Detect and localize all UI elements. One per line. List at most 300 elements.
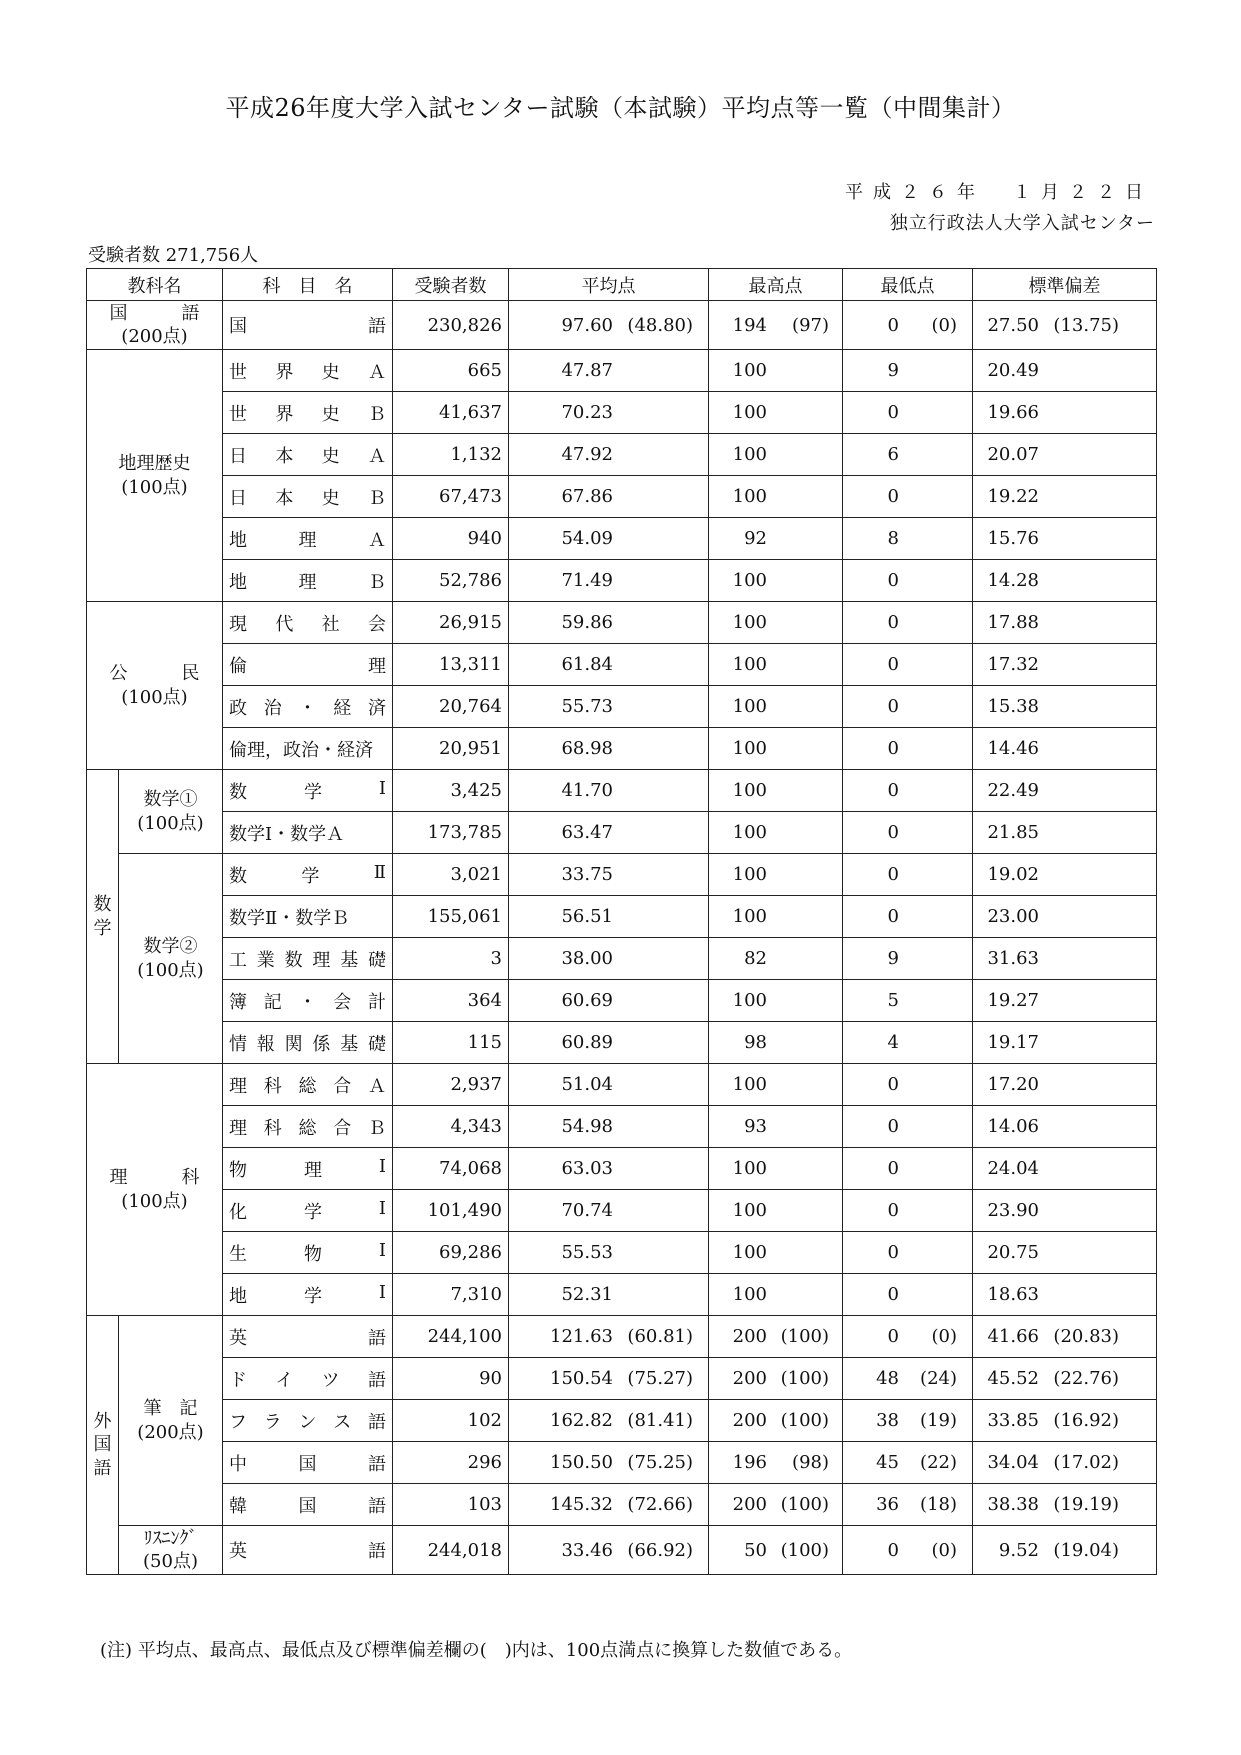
subject-name (223, 1022, 393, 1064)
stddev-cell (973, 728, 1157, 770)
max-cell-converted: (100) (780, 1410, 829, 1431)
max-cell-value: 50 (744, 1539, 767, 1561)
subject-char: Ａ (368, 529, 386, 551)
subject-char: ド (229, 1369, 247, 1391)
stddev-cell-value: 19.66 (987, 402, 1039, 423)
category-rika (87, 1064, 223, 1316)
category-kokugo-line: 国 語 (109, 302, 200, 324)
stddev-cell-value: 41.66 (987, 1326, 1039, 1347)
stddev-cell-value: 17.88 (987, 612, 1039, 633)
max-cell (709, 1316, 843, 1358)
subject-char: 倫理，政治・経済 (229, 739, 373, 761)
stddev-cell-value: 9.52 (998, 1539, 1039, 1561)
stddev-cell (973, 1274, 1157, 1316)
min-cell (843, 1400, 973, 1442)
examinee-count-cell: 102 (393, 1400, 509, 1442)
subject-name-text (229, 946, 386, 972)
min-cell (843, 434, 973, 476)
average-cell-converted: (75.27) (627, 1368, 693, 1389)
stddev-cell (973, 854, 1157, 896)
subject-char: フ (229, 1411, 247, 1433)
average-cell-value: 33.46 (561, 1539, 613, 1561)
average-cell (509, 518, 709, 560)
subject-char: Ⅱ (373, 861, 386, 883)
max-cell (709, 686, 843, 728)
average-cell (509, 350, 709, 392)
subject-char: 科 (263, 1075, 282, 1097)
stddev-cell-value: 27.50 (987, 314, 1039, 336)
subject-name-text (229, 988, 386, 1014)
min-cell (843, 728, 973, 770)
average-cell (509, 686, 709, 728)
stddev-cell (973, 392, 1157, 434)
max-cell (709, 1148, 843, 1190)
subject-name (223, 1358, 393, 1400)
category-suugaku-1-line: 数学① (143, 789, 198, 811)
min-cell-value: 36 (876, 1494, 899, 1515)
subject-char: ラ (263, 1411, 282, 1433)
subject-name (223, 518, 393, 560)
subject-name-text (229, 1030, 386, 1056)
average-cell-value: 162.82 (550, 1410, 613, 1431)
examinee-count-cell: 364 (393, 980, 509, 1022)
subject-char: 数 (284, 949, 303, 971)
subject-name-text (229, 652, 386, 678)
subject-char: 総 (298, 1075, 317, 1097)
max-cell-value: 200 (732, 1326, 767, 1347)
examinee-count-cell: 665 (393, 350, 509, 392)
average-cell-value: 63.47 (561, 822, 613, 843)
subject-name (223, 896, 393, 938)
subject-char: 語 (368, 1495, 386, 1517)
category-suugaku-2 (119, 854, 223, 1064)
table-row (87, 1148, 1157, 1190)
table-row (87, 602, 1157, 644)
subject-char: 物 (229, 1159, 247, 1181)
subject-name (223, 812, 393, 854)
category-gaikokugo-listening (119, 1526, 223, 1575)
average-cell (509, 392, 709, 434)
max-cell-value: 100 (732, 1284, 767, 1305)
table-row (87, 1358, 1157, 1400)
min-cell-value: 0 (887, 822, 899, 843)
table-row (87, 434, 1157, 476)
subject-name-text (229, 484, 386, 510)
subject-name-text (229, 1282, 386, 1308)
stddev-cell-converted: (16.92) (1053, 1410, 1119, 1431)
table-row (87, 392, 1157, 434)
average-cell-value: 150.50 (550, 1452, 613, 1473)
average-cell-value: 51.04 (561, 1074, 613, 1095)
subject-name-text (229, 778, 386, 804)
subject-char: 数学Ⅰ・数学Ａ (229, 823, 345, 845)
average-cell (509, 476, 709, 518)
subject-char: 計 (368, 991, 386, 1013)
category-suugaku-char: 数 (93, 894, 112, 916)
min-cell-value: 0 (887, 612, 899, 633)
subject-char: 界 (275, 361, 294, 383)
examinee-count-cell: 1,132 (393, 434, 509, 476)
stddev-cell-converted: (22.76) (1053, 1368, 1119, 1389)
category-gaikokugo-written-line: 筆 記 (143, 1398, 198, 1420)
subject-name (223, 1148, 393, 1190)
stddev-cell (973, 1106, 1157, 1148)
examinee-count-cell: 3,425 (393, 770, 509, 812)
subject-char: イ (275, 1369, 294, 1391)
subject-name (223, 980, 393, 1022)
min-cell-converted: (19) (920, 1410, 957, 1431)
examinee-count-cell: 155,061 (393, 896, 509, 938)
min-cell (843, 392, 973, 434)
subject-char: 理 (229, 1117, 247, 1139)
subject-char: 関 (284, 1033, 303, 1055)
category-suugaku-char: 学 (93, 917, 112, 939)
average-cell (509, 1064, 709, 1106)
average-cell-value: 54.98 (561, 1116, 613, 1137)
min-cell (843, 602, 973, 644)
average-cell (509, 301, 709, 350)
average-cell-converted: (48.80) (627, 314, 693, 336)
max-cell-converted: (98) (792, 1452, 829, 1473)
stddev-cell (973, 518, 1157, 560)
examinee-count-cell: 3 (393, 938, 509, 980)
examinee-count-cell: 90 (393, 1358, 509, 1400)
average-cell-value: 33.75 (561, 864, 613, 885)
examinee-count-cell: 173,785 (393, 812, 509, 854)
average-cell-value: 150.54 (550, 1368, 613, 1389)
examinee-count-cell: 26,915 (393, 602, 509, 644)
subject-name (223, 1400, 393, 1442)
max-cell (709, 1442, 843, 1484)
table-row (87, 896, 1157, 938)
subject-char: 日 (229, 445, 247, 467)
min-cell (843, 1316, 973, 1358)
max-cell (709, 1400, 843, 1442)
max-cell-value: 200 (732, 1368, 767, 1389)
subject-name-text (229, 400, 386, 426)
subject-char: Ｂ (367, 487, 386, 509)
stddev-cell (973, 938, 1157, 980)
stddev-cell-value: 17.32 (987, 654, 1039, 675)
min-cell-value: 38 (876, 1410, 899, 1431)
average-cell-converted: (60.81) (627, 1326, 693, 1347)
max-cell (709, 434, 843, 476)
average-cell-value: 60.69 (561, 990, 613, 1011)
min-cell-value: 45 (876, 1452, 899, 1473)
max-cell (709, 392, 843, 434)
subject-char: 英 (229, 1327, 247, 1349)
stddev-cell (973, 980, 1157, 1022)
table-row (87, 476, 1157, 518)
subject-char: 理 (229, 1075, 247, 1097)
category-rika-line: (100点) (121, 1190, 188, 1212)
max-cell-converted: (100) (780, 1539, 829, 1561)
category-suugaku-1-line: (100点) (137, 812, 204, 834)
subject-char: 化 (229, 1201, 247, 1223)
subject-char: 報 (256, 1033, 275, 1055)
subject-char: Ｂ (367, 403, 386, 425)
subject-char: 史 (321, 361, 340, 383)
subject-name-text (229, 736, 386, 762)
subject-name (223, 686, 393, 728)
category-gaikokugo-listening-line: (50点) (143, 1551, 198, 1572)
stddev-cell-value: 14.06 (987, 1116, 1039, 1137)
stddev-cell-value: 45.52 (987, 1368, 1039, 1389)
min-cell-value: 0 (887, 1158, 899, 1179)
subject-char: Ｂ (368, 1117, 386, 1139)
average-cell (509, 1148, 709, 1190)
min-cell (843, 518, 973, 560)
subject-char: 現 (229, 613, 247, 635)
min-cell-value: 0 (887, 1284, 899, 1305)
min-cell (843, 1064, 973, 1106)
subject-name (223, 1526, 393, 1575)
category-gaikokugo-listening-line: ﾘｽﾆﾝｸﾞ (143, 1527, 198, 1549)
subject-name (223, 1442, 393, 1484)
min-cell-value: 0 (887, 1200, 899, 1221)
subject-name (223, 602, 393, 644)
subject-name (223, 1274, 393, 1316)
category-suugaku-1 (119, 770, 223, 854)
max-cell-value: 100 (732, 1200, 767, 1221)
stddev-cell (973, 1064, 1157, 1106)
examinee-count-cell: 230,826 (393, 301, 509, 350)
min-cell-value: 9 (887, 948, 899, 969)
subject-char: Ａ (368, 1075, 386, 1097)
max-cell-value: 92 (744, 528, 767, 549)
min-cell-value: 9 (887, 360, 899, 381)
subject-name (223, 770, 393, 812)
stddev-cell-value: 18.63 (987, 1284, 1039, 1305)
subject-name (223, 560, 393, 602)
subject-char: 語 (367, 1369, 386, 1391)
examinee-count-cell: 67,473 (393, 476, 509, 518)
subject-char: 記 (263, 991, 282, 1013)
average-cell (509, 1022, 709, 1064)
category-gaikokugo-written (119, 1316, 223, 1526)
average-cell-value: 145.32 (550, 1494, 613, 1515)
subject-char: 物 (303, 1243, 322, 1265)
subject-char: 簿 (229, 991, 247, 1013)
average-cell (509, 1106, 709, 1148)
subject-name-text (229, 1450, 386, 1476)
average-cell (509, 644, 709, 686)
average-cell (509, 854, 709, 896)
average-cell-value: 60.89 (561, 1032, 613, 1053)
subject-char: 礎 (367, 1033, 386, 1055)
subject-name-text (229, 694, 386, 720)
average-cell (509, 1232, 709, 1274)
stddev-cell-value: 15.38 (987, 696, 1039, 717)
subject-char: 政 (229, 697, 247, 719)
max-cell (709, 1190, 843, 1232)
subject-char: 学 (301, 865, 320, 887)
max-cell-converted: (100) (780, 1368, 829, 1389)
subject-char: 代 (275, 613, 294, 635)
subject-char: ・ (298, 991, 317, 1013)
stddev-cell (973, 770, 1157, 812)
average-cell-value: 47.92 (561, 444, 613, 465)
subject-char: 史 (321, 487, 340, 509)
subject-name (223, 301, 393, 350)
subject-char: 数学Ⅱ・数学Ｂ (229, 907, 350, 929)
category-chireki-line: 地理歴史 (118, 453, 191, 475)
average-cell (509, 812, 709, 854)
examinee-count-cell: 20,951 (393, 728, 509, 770)
average-cell (509, 980, 709, 1022)
max-cell (709, 1358, 843, 1400)
min-cell-converted: (24) (920, 1368, 957, 1389)
subject-char: 地 (229, 529, 247, 551)
stddev-cell-value: 31.63 (987, 948, 1039, 969)
subject-char: 情 (229, 1033, 247, 1055)
max-cell (709, 1274, 843, 1316)
max-cell-value: 100 (732, 822, 767, 843)
min-cell-value: 0 (887, 1116, 899, 1137)
average-cell-value: 47.87 (561, 360, 613, 381)
table-row (87, 1232, 1157, 1274)
max-cell (709, 518, 843, 560)
subject-char: 生 (229, 1243, 247, 1265)
subject-char: Ⅰ (378, 1239, 386, 1261)
subject-name-text (229, 904, 386, 930)
stddev-cell (973, 1400, 1157, 1442)
max-cell-converted: (97) (792, 314, 829, 336)
stddev-cell-value: 38.38 (987, 1494, 1039, 1515)
subject-char: 国 (229, 316, 247, 337)
stddev-cell-converted: (17.02) (1053, 1452, 1119, 1473)
subject-name-text (229, 1537, 386, 1563)
average-cell-value: 68.98 (561, 738, 613, 759)
subject-name-text (229, 1114, 386, 1140)
min-cell (843, 812, 973, 854)
average-cell (509, 1358, 709, 1400)
subject-char: Ⅰ (378, 1281, 386, 1303)
min-cell (843, 1274, 973, 1316)
average-cell-value: 55.73 (561, 696, 613, 717)
subject-char: 理 (312, 949, 331, 971)
subject-name-text (229, 526, 386, 552)
max-cell-converted: (100) (780, 1494, 829, 1515)
header-cell: 科 目 名 (223, 269, 393, 301)
max-cell (709, 1232, 843, 1274)
category-gaikokugo-written-line: (200点) (137, 1421, 204, 1443)
max-cell-value: 100 (732, 780, 767, 801)
max-cell-value: 100 (732, 864, 767, 885)
subject-name-text (229, 312, 386, 338)
min-cell (843, 1484, 973, 1526)
subject-char: Ａ (367, 361, 386, 383)
min-cell-value: 0 (887, 1326, 899, 1347)
min-cell (843, 350, 973, 392)
subject-name (223, 1064, 393, 1106)
subject-char: 学 (303, 1285, 322, 1307)
average-cell-converted: (75.25) (627, 1452, 693, 1473)
subject-char: 礎 (367, 949, 386, 971)
average-cell-value: 56.51 (561, 906, 613, 927)
stddev-cell-converted: (13.75) (1053, 314, 1119, 336)
max-cell-value: 200 (732, 1410, 767, 1431)
subject-char: 治 (263, 697, 282, 719)
subject-char: 経 (333, 697, 352, 719)
subject-name-text (229, 1156, 386, 1182)
max-cell-converted: (100) (780, 1326, 829, 1347)
stddev-cell (973, 1358, 1157, 1400)
footnote: (注) 平均点、最高点、最低点及び標準偏差欄の( )内は、100点満点に換算した数値である。 (100, 1640, 853, 1661)
average-cell-value: 67.86 (561, 486, 613, 507)
min-cell-value: 4 (887, 1032, 899, 1053)
category-kokugo-line: (200点) (121, 326, 188, 347)
min-cell-value: 0 (887, 1074, 899, 1095)
subject-char: 世 (229, 361, 247, 383)
max-cell (709, 1106, 843, 1148)
subject-char: 語 (368, 1541, 386, 1562)
subject-char: 英 (229, 1541, 247, 1562)
min-cell (843, 1526, 973, 1575)
subject-char: 学 (303, 781, 322, 803)
page-title: 平成26年度大学入試センター試験（本試験）平均点等一覧（中間集計） (225, 94, 1016, 122)
examinee-count-cell: 244,100 (393, 1316, 509, 1358)
min-cell (843, 1106, 973, 1148)
stddev-cell-value: 19.02 (987, 864, 1039, 885)
average-cell-value: 41.70 (561, 780, 613, 801)
table-row (87, 644, 1157, 686)
subject-name-text (229, 1240, 386, 1266)
subject-name-text (229, 1072, 386, 1098)
average-cell (509, 1484, 709, 1526)
stddev-cell-value: 20.75 (987, 1242, 1039, 1263)
subject-name (223, 350, 393, 392)
subject-char: 業 (256, 949, 275, 971)
subject-char: 会 (367, 613, 386, 635)
subject-char: 本 (275, 445, 294, 467)
table-row (87, 518, 1157, 560)
examinee-count-cell: 20,764 (393, 686, 509, 728)
max-cell-value: 100 (732, 1158, 767, 1179)
header-cell: 受験者数 (393, 269, 509, 301)
max-cell-value: 100 (732, 486, 767, 507)
max-cell (709, 350, 843, 392)
subject-char: 工 (229, 949, 247, 971)
table-row (87, 686, 1157, 728)
stddev-cell-value: 20.49 (987, 360, 1039, 381)
stddev-cell (973, 644, 1157, 686)
table-row (87, 1526, 1157, 1575)
stddev-cell (973, 686, 1157, 728)
subject-char: 韓 (229, 1495, 247, 1517)
subject-name-text (229, 610, 386, 636)
min-cell-converted: (22) (920, 1452, 957, 1473)
examinee-count-cell: 296 (393, 1442, 509, 1484)
min-cell-converted: (0) (931, 1539, 957, 1561)
subject-char: ツ (321, 1369, 340, 1391)
min-cell (843, 1190, 973, 1232)
max-cell (709, 728, 843, 770)
max-cell (709, 602, 843, 644)
subject-name (223, 392, 393, 434)
subject-name-text (229, 820, 386, 846)
average-cell-value: 63.03 (561, 1158, 613, 1179)
examinee-count-cell: 2,937 (393, 1064, 509, 1106)
max-cell-value: 100 (732, 360, 767, 381)
average-cell (509, 1316, 709, 1358)
subject-char: 語 (368, 1453, 386, 1475)
subject-char: 理 (298, 529, 317, 551)
stddev-cell-value: 23.90 (987, 1200, 1039, 1221)
stddev-cell-value: 24.04 (987, 1158, 1039, 1179)
subject-char: 日 (229, 487, 247, 509)
subject-char: ・ (298, 697, 317, 719)
